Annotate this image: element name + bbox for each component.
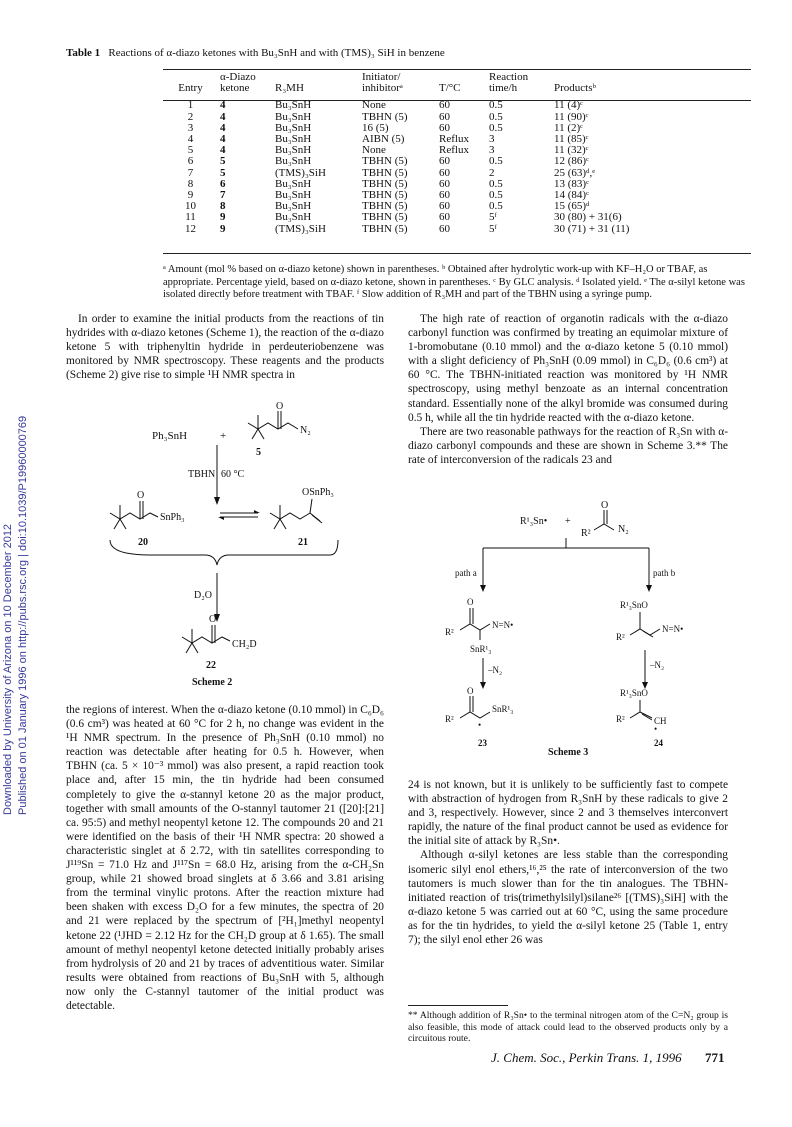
table-row — [163, 100, 751, 111]
table-cell: 11 (85)ᶜ — [554, 133, 589, 146]
table-cell: 3 — [489, 133, 495, 146]
table-row — [163, 190, 751, 201]
table-cell: 5 — [220, 155, 226, 168]
table-header-cell: R₃MH — [275, 82, 304, 95]
table-cell: Reflux — [439, 133, 469, 146]
paragraph: Although α-silyl ketones are less stable than the corresponding isomeric silyl enol ethers,¹⁶,²⁵ the rate of interconversion of the two tautomers is much slower than for the tin analogues. The TBHN-initiated reaction of tris(trimethylsilyl)silane²⁶ [(TMS)₃SiH] with the α-diazo ketone 5 was carried out at 60 °C, using the same procedure as for the tin hydrides, to yield the α-silyl ketone 25 (Table 1, entry 7); the silyl enol ether 26 was — [408, 849, 728, 947]
table-cell: 0.5 — [489, 110, 503, 123]
plus-sign: + — [220, 430, 227, 442]
table-cell: 60 — [439, 99, 450, 112]
svg-text:R²: R² — [616, 714, 625, 724]
table-cell: 11 (32)ᶜ — [554, 144, 589, 157]
table-cell: 60 — [439, 222, 450, 235]
reagent-label: Ph₃SnH — [152, 430, 188, 442]
table-cell: Bu₃SnH — [275, 133, 312, 146]
table-footnotes: ᵃ Amount (mol % based on α-diazo ketone) shown in parentheses. ᵇ Obtained after hydrolytic work-up with KF–H₂O or TBAF, as appropriate. Percentage yield, based on α-diazo ketone, shown in parentheses. ᶜ By GLC analysis. ᵈ Isolated yield. ᵉ The α-silyl ketone was isolated directly before treatment with TBAF. ᶠ Slow addition of R₃MH and part of the TBHN using a syringe pump. — [163, 264, 745, 300]
table-cell: 10 — [185, 200, 196, 213]
table-cell: 15 (65)ᵈ — [554, 200, 590, 213]
table-cell: 2 — [489, 166, 495, 179]
svg-text:N=N•: N=N• — [492, 620, 514, 630]
table-cell: 9 — [187, 189, 194, 202]
table-cell: Bu₃SnH — [275, 177, 312, 190]
svg-text:N₂: N₂ — [300, 425, 311, 436]
table-header-cell: Reaction — [489, 71, 529, 83]
table-cell: 13 (83)ᶜ — [554, 177, 589, 190]
svg-text:CH: CH — [654, 716, 667, 726]
svg-text:SnR¹₃: SnR¹₃ — [492, 704, 514, 714]
table-cell: 0.5 — [489, 189, 503, 202]
svg-text:N=N•: N=N• — [662, 624, 684, 634]
table-cell: 0.5 — [489, 121, 503, 134]
table-cell: 4 — [220, 121, 226, 134]
table-cell: 3 — [187, 121, 194, 134]
table-cell: 7 — [220, 189, 226, 202]
table-cell: 4 — [220, 144, 226, 157]
svg-text:R¹₃Sn•: R¹₃Sn• — [520, 516, 548, 527]
table-top-rule — [163, 69, 751, 70]
svg-text:Scheme 2: Scheme 2 — [192, 677, 233, 688]
table-cell: 60 — [439, 177, 450, 190]
table-cell: 11 (2)ᶜ — [554, 121, 583, 134]
table-cell: 60 — [439, 121, 450, 134]
table-caption — [66, 47, 445, 59]
table-cell: 11 (4)ᶜ — [554, 99, 583, 112]
table-cell: 4 — [187, 133, 194, 146]
table-cell: 60 — [439, 211, 450, 224]
table-cell: TBHN (5) — [362, 155, 408, 168]
svg-text:N₂: N₂ — [618, 524, 629, 535]
scheme-2 — [90, 385, 370, 705]
svg-text:R²: R² — [445, 627, 454, 637]
table-cell: TBHN (5) — [362, 166, 408, 179]
table-cell: 11 — [185, 211, 196, 224]
table-cell: 25 (63)ᵈ,ᵉ — [554, 166, 596, 179]
table-cell: 5 — [220, 166, 226, 179]
paragraph: 24 is not known, but it is unlikely to be sufficiently fast to compete with abstraction of hydrogen from R₃SnH by these radicals to give 2 and 3, respectively. However, since 2 and 3 themselves interconvert rapidly, the nature of the final product cannot be used as evidence for the initial site of attack by R₃Sn•. — [408, 779, 728, 848]
table-cell: 4 — [220, 110, 226, 123]
table-header-cell: α-Diazo — [220, 71, 256, 83]
svg-text:O: O — [601, 500, 609, 511]
svg-text:60 °C: 60 °C — [221, 469, 245, 480]
svg-text:O: O — [209, 614, 217, 625]
table-cell: AIBN (5) — [362, 133, 405, 146]
table-cell: 5ᶠ — [489, 222, 497, 235]
table-header-cell: T/°C — [439, 82, 461, 95]
table-cell: Bu₃SnH — [275, 189, 312, 202]
diazoketone-5-structure — [248, 411, 298, 439]
table-cell: 30 (80) + 31(6) — [554, 211, 622, 224]
table-row — [163, 224, 751, 235]
table-cell: Bu₃SnH — [275, 144, 312, 157]
svg-text:21: 21 — [298, 537, 308, 548]
footnote: ** Although addition of R₃Sn• to the terminal nitrogen atom of the C=N₂ group is also feasible, this mode of attack could lead to the observed products only by a circuitous route. — [408, 1010, 728, 1044]
paragraph: The high rate of reaction of organotin radicals with the α-diazo carbonyl function was confirmed by treating an equimolar mixture of 1-bromobutane (0.10 mmol) and the α-diazo ketone 5 (0.10 mmol) with a slight deficiency of Ph₃SnH (0.09 mmol) in C₆D₆ (0.6 cm³) at 60 °C. The TBHN-initiated reaction was monitored by ¹H NMR spectroscopy, using methyl benzoate as an internal concentration standard. Essentially none of the alkyl bromide was consumed during 0.5 h, while all the tin hydride reacted with the α-diazo ketone. — [408, 313, 728, 424]
watermark-line-1: Downloaded by University of Arizona on 10 December 2012 — [2, 523, 14, 815]
table-cell: TBHN (5) — [362, 222, 408, 235]
table-cell: Bu₃SnH — [275, 200, 312, 213]
table-cell: 60 — [439, 189, 450, 202]
table-cell: None — [362, 99, 386, 112]
svg-text:TBHN: TBHN — [188, 469, 216, 480]
svg-text:O: O — [467, 597, 474, 607]
svg-text:path a: path a — [455, 568, 477, 578]
svg-text:22: 22 — [206, 660, 216, 671]
table-header-cell: ketone — [220, 82, 250, 95]
table-header-cell: time/h — [489, 82, 518, 95]
table-cell: TBHN (5) — [362, 200, 408, 213]
table-cell: 5ᶠ — [489, 211, 497, 224]
table-label: Table 1 — [66, 47, 101, 59]
table-cell: 9 — [220, 211, 226, 224]
table-cell: 0.5 — [489, 99, 503, 112]
table-cell: 12 (86)ᶜ — [554, 155, 589, 168]
table-cell: 60 — [439, 166, 450, 179]
table-row — [163, 168, 751, 179]
svg-text:O: O — [467, 686, 474, 696]
svg-text:R²: R² — [581, 528, 591, 539]
left-col-bottom — [66, 703, 384, 1013]
table-cell: 60 — [439, 110, 450, 123]
svg-text:OSnPh₃: OSnPh₃ — [302, 487, 334, 498]
svg-text:path b: path b — [653, 568, 676, 578]
table-cell: 8 — [187, 177, 194, 190]
left-col-top — [66, 312, 384, 382]
svg-text:R²: R² — [616, 632, 625, 642]
table-row — [163, 212, 751, 223]
scheme-3 — [440, 500, 720, 765]
table-cell: None — [362, 144, 386, 157]
table-cell: 1 — [187, 99, 194, 112]
watermark-line-2: Published on 01 January 1996 on http://pubs.rsc.org | doi:10.1039/P19960000769 — [17, 415, 29, 815]
journal-footer: J. Chem. Soc., Perkin Trans. 1, 1996 — [491, 1050, 682, 1065]
table-cell: 3 — [489, 144, 495, 157]
table-header-cell: inhibitorᵃ — [362, 82, 403, 95]
svg-text:O: O — [276, 401, 284, 412]
table-cell: 60 — [439, 155, 450, 168]
table-cell: 6 — [187, 155, 194, 168]
table-row — [163, 201, 751, 212]
table-bottom-rule — [163, 253, 751, 254]
svg-text:•: • — [478, 720, 482, 730]
svg-text:5: 5 — [256, 447, 261, 458]
table-cell: TBHN (5) — [362, 211, 408, 224]
table-cell: 14 (84)ᶜ — [554, 189, 589, 202]
svg-text:CH₂D: CH₂D — [232, 639, 257, 650]
table-cell: 0.5 — [489, 155, 503, 168]
table-row — [163, 145, 751, 156]
svg-text:R²: R² — [445, 714, 454, 724]
table-cell: 7 — [187, 166, 194, 179]
table-cell: 6 — [220, 177, 226, 190]
right-col-bottom — [408, 778, 728, 947]
table-header-cell: Initiator/ — [362, 71, 401, 83]
svg-text:O: O — [137, 490, 145, 501]
table-cell: Bu₃SnH — [275, 155, 312, 168]
table-cell: 16 (5) — [362, 121, 389, 134]
download-watermark — [0, 300, 36, 820]
table-cell: Bu₃SnH — [275, 99, 312, 112]
table-cell: Bu₃SnH — [275, 211, 312, 224]
paragraph: There are two reasonable pathways for the reaction of R₃Sn with α-diazo carbonyl compounds and these are shown in Scheme 3.** The rate of interconversion of the radicals 23 and — [408, 425, 728, 466]
table-row — [163, 156, 751, 167]
right-col-top — [408, 312, 728, 467]
svg-text:R¹₃SnO: R¹₃SnO — [620, 600, 648, 610]
svg-text:Scheme 3: Scheme 3 — [548, 747, 589, 758]
svg-text:+: + — [565, 516, 571, 527]
table-cell: 8 — [220, 200, 226, 213]
svg-text:24: 24 — [654, 738, 663, 748]
footnote-rule — [408, 1005, 508, 1006]
table-cell: 5 — [187, 144, 194, 157]
table-cell: 2 — [187, 110, 194, 123]
svg-text:R¹₃SnO: R¹₃SnO — [620, 688, 648, 698]
table-row — [163, 179, 751, 190]
svg-text:23: 23 — [478, 738, 487, 748]
table-header-cell: Productsᵇ — [554, 82, 596, 95]
table-cell: 9 — [220, 222, 226, 235]
table-cell: Bu₃SnH — [275, 121, 312, 134]
table-cell: TBHN (5) — [362, 110, 408, 123]
table-cell: (TMS)₃SiH — [275, 222, 326, 235]
table-cell: (TMS)₃SiH — [275, 166, 326, 179]
results-table — [163, 72, 751, 235]
table-title: Reactions of α-diazo ketones with Bu₃SnH and with (TMS)₃ SiH in benzene — [108, 47, 445, 59]
paragraph: the regions of interest. When the α-diazo ketone (0.10 mmol) in C₆D₆ (0.6 cm³) was heated at 60 °C for 2 h, no change was evident in the ¹H NMR spectrum. In the presence of Ph₃SnH (0.10 mmol) no reaction was detectable after heating for 0.5 h. However, when TBHN (ca. 5 × 10⁻³ mmol) was also present, a rapid reaction took place and, after 15 min, the tin hydride had been consumed completely to give the α-stannyl ketone 20 as the major product, together with small amounts of the O-stannyl tautomer 21 ([20]:[21] ca. 95:5) and methyl neopentyl ketone 12. The compounds 20 and 21 were identified on the basis of their ¹H NMR spectra: 20 showed a characteristic singlet at δ 2.72, with tin satellites corresponding to J¹¹⁹Sn = 71.0 Hz and J¹¹⁷Sn = 68.0 Hz, arising from the α-CH₂Sn group, while 21 showed broad singlets at δ 3.66 and 3.81 arising from the terminal vinylic protons. After the reaction mixture had been shaken with excess D₂O for a few minutes, the spectra of 20 and 21 were replaced by the spectrum of [²H₁]methyl neopentyl ketone 22 (¹JHD = 2.12 Hz for the CH₂D group at δ 1.65). The small amount of methyl neopentyl ketone detected initially probably arises from hydrolysis of 20 and 21 by traces of adventitious water. Similar results were obtained from reactions of Bu₃SnH with 5, although now only the C-stannyl tautomer of the initial product was detectable. — [66, 704, 384, 1012]
table-cell: 60 — [439, 200, 450, 213]
paragraph: In order to examine the initial products from the reactions of tin hydrides with α-diazo ketones (Scheme 1), the reaction of the α-diazo ketone 5 with triphenyltin hydride in perdeuteriobenzene was monitored by NMR spectroscopy. These reagents and the products (Scheme 2) give rise to simple ¹H NMR spectra in — [66, 313, 384, 382]
svg-text:D₂O: D₂O — [194, 590, 212, 601]
table-cell: TBHN (5) — [362, 189, 408, 202]
table-header-row — [163, 83, 751, 94]
svg-text:20: 20 — [138, 537, 148, 548]
page-number: 771 — [705, 1050, 725, 1065]
table-cell: TBHN (5) — [362, 177, 408, 190]
svg-text:SnR¹₃: SnR¹₃ — [470, 644, 492, 654]
table-cell: 0.5 — [489, 200, 503, 213]
svg-text:•: • — [654, 724, 658, 734]
table-cell: Bu₃SnH — [275, 110, 312, 123]
table-cell: 0.5 — [489, 177, 503, 190]
table-cell: 12 — [185, 222, 196, 235]
table-cell: 4 — [220, 99, 226, 112]
table-cell: 30 (71) + 31 (11) — [554, 222, 630, 235]
table-cell: 11 (90)ᶜ — [554, 110, 589, 123]
table-row — [163, 112, 751, 123]
svg-text:–N₂: –N₂ — [488, 665, 503, 675]
svg-text:–N₂: –N₂ — [650, 660, 665, 670]
table-cell: 4 — [220, 133, 226, 146]
table-header-cell: Entry — [178, 82, 203, 95]
svg-text:SnPh₃: SnPh₃ — [160, 512, 185, 523]
table-cell: Reflux — [439, 144, 469, 157]
